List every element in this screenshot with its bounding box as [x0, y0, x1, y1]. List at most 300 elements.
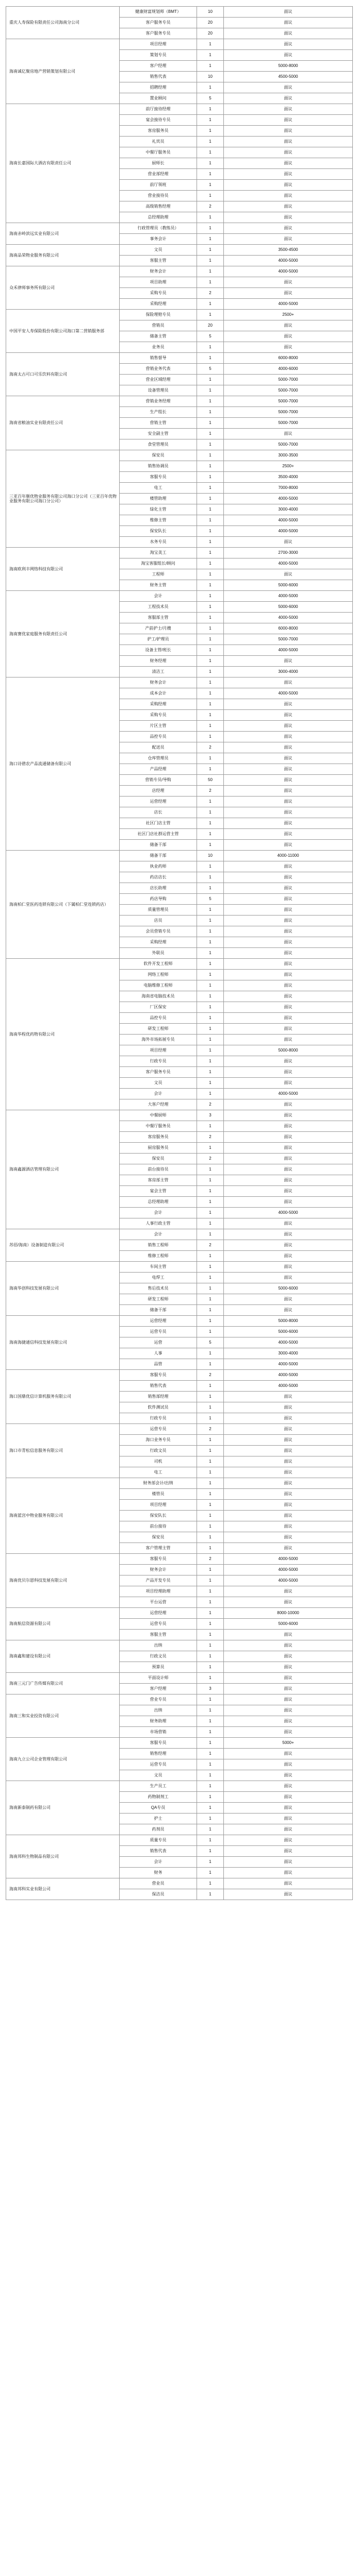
salary-cell: 面议 [224, 212, 353, 223]
company-cell: 海南长嘉国际大酒店有限责任公司 [6, 104, 120, 223]
headcount-cell: 1 [197, 353, 224, 364]
salary-cell: 面议 [224, 1662, 353, 1673]
salary-cell: 面议 [224, 1781, 353, 1792]
salary-cell: 面议 [224, 331, 353, 342]
salary-cell: 面议 [224, 1392, 353, 1402]
headcount-cell: 1 [197, 937, 224, 948]
position-cell: 运营专员 [120, 1327, 197, 1337]
salary-cell: 面议 [224, 1640, 353, 1651]
headcount-cell: 1 [197, 385, 224, 396]
headcount-cell: 1 [197, 1348, 224, 1359]
position-cell: 市场营销 [120, 1727, 197, 1738]
headcount-cell: 1 [197, 483, 224, 494]
salary-cell: 面议 [224, 201, 353, 212]
salary-cell: 面议 [224, 1835, 353, 1846]
position-cell: 运营 [120, 1337, 197, 1348]
position-cell: 总经理助理 [120, 1197, 197, 1208]
position-cell: 项目经理 [120, 1500, 197, 1511]
company-cell: 海南省粮油实业有限责任公司 [6, 396, 120, 450]
salary-cell: 面议 [224, 1792, 353, 1803]
headcount-cell: 1 [197, 1846, 224, 1857]
headcount-cell: 1 [197, 407, 224, 418]
table-row [6, 1640, 353, 1651]
position-cell: 客户经理 [120, 1684, 197, 1694]
position-cell: 营销业务代表 [120, 364, 197, 375]
position-cell: 店经理 [120, 786, 197, 796]
headcount-cell: 1 [197, 1662, 224, 1673]
position-cell: 配送员 [120, 742, 197, 753]
headcount-cell: 1 [197, 126, 224, 137]
company-cell: 海南航信资源有限公司 [6, 1608, 120, 1640]
position-cell: 保安员 [120, 1532, 197, 1543]
headcount-cell: 1 [197, 342, 224, 353]
salary-cell: 4000-5000 [224, 1359, 353, 1370]
headcount-cell: 1 [197, 613, 224, 623]
position-cell: 楼管助理 [120, 494, 197, 504]
headcount-cell: 5 [197, 364, 224, 375]
position-cell: 项目经理助理 [120, 1586, 197, 1597]
headcount-cell: 2 [197, 1554, 224, 1565]
position-cell: 财务会计 [120, 1565, 197, 1575]
position-cell: 客服专员 [120, 1554, 197, 1565]
headcount-cell: 1 [197, 1305, 224, 1316]
salary-cell: 面议 [224, 1197, 353, 1208]
salary-cell: 面议 [224, 1305, 353, 1316]
position-cell: 药店店长 [120, 872, 197, 883]
job-listing-body [6, 7, 353, 1900]
headcount-cell: 1 [197, 980, 224, 991]
position-cell: 储备干部 [120, 1305, 197, 1316]
company-cell: 海南优贝尔恩科技发展有限公司 [6, 1554, 120, 1608]
headcount-cell: 1 [197, 1229, 224, 1240]
salary-cell: 5000-7000 [224, 396, 353, 407]
headcount-cell: 1 [197, 753, 224, 764]
salary-cell: 面议 [224, 1716, 353, 1727]
salary-cell: 面议 [224, 93, 353, 104]
position-cell: 淘宝美工 [120, 548, 197, 558]
headcount-cell: 1 [197, 1327, 224, 1337]
position-cell: 采购经理 [120, 699, 197, 710]
position-cell: 质量管理员 [120, 905, 197, 916]
position-cell: 采购经理 [120, 937, 197, 948]
headcount-cell: 1 [197, 1359, 224, 1370]
position-cell: 客户服务专员 [120, 1067, 197, 1078]
headcount-cell: 1 [197, 191, 224, 201]
headcount-cell: 1 [197, 1749, 224, 1759]
table-row [6, 1694, 353, 1705]
salary-cell: 面议 [224, 829, 353, 840]
salary-cell: 面议 [224, 537, 353, 548]
salary-cell: 面议 [224, 158, 353, 169]
headcount-cell: 1 [197, 1121, 224, 1132]
company-cell: 重庆人寿保险有限责任公司海南分公司 [6, 7, 120, 39]
salary-cell: 3000-4000 [224, 1348, 353, 1359]
salary-cell: 面议 [224, 1035, 353, 1045]
position-cell: 营销专员/导购 [120, 775, 197, 786]
headcount-cell: 1 [197, 818, 224, 829]
salary-cell: 面议 [224, 1132, 353, 1143]
headcount-cell: 1 [197, 1716, 224, 1727]
position-cell: 项目助理 [120, 277, 197, 288]
position-cell: 中餐厅服务员 [120, 147, 197, 158]
position-cell: 片区主管 [120, 721, 197, 732]
company-cell: 海口市青松信息服务有限公司 [6, 1424, 120, 1478]
table-row [6, 39, 353, 50]
position-cell: 网络工程师 [120, 970, 197, 980]
position-cell: 设备主管/班长 [120, 645, 197, 656]
position-cell: 行政管理员（教练员） [120, 223, 197, 234]
headcount-cell: 1 [197, 1143, 224, 1154]
headcount-cell: 1 [197, 1435, 224, 1446]
salary-cell: 面议 [224, 937, 353, 948]
headcount-cell: 2 [197, 1154, 224, 1164]
position-cell: 销售部经理 [120, 1392, 197, 1402]
position-cell: 保安队长 [120, 526, 197, 537]
position-cell: 高级销售经理 [120, 201, 197, 212]
position-cell: 店长 [120, 807, 197, 818]
position-cell: 运营经理 [120, 796, 197, 807]
salary-cell: 面议 [224, 970, 353, 980]
position-cell: 电工 [120, 1467, 197, 1478]
position-cell: 销售督导 [120, 353, 197, 364]
position-cell: 营业接待员 [120, 191, 197, 201]
position-cell: 宴会接待专员 [120, 115, 197, 126]
company-cell: 海南品荣物业服务有限公司 [6, 245, 120, 266]
company-cell: 海南海捷通信科技发展有限公司 [6, 1316, 120, 1370]
salary-cell: 面议 [224, 1240, 353, 1251]
headcount-cell: 20 [197, 18, 224, 28]
position-cell: 平面设计师 [120, 1673, 197, 1684]
headcount-cell: 1 [197, 1868, 224, 1878]
headcount-cell: 1 [197, 1770, 224, 1781]
position-cell: 护士 [120, 1814, 197, 1824]
headcount-cell: 1 [197, 1586, 224, 1597]
headcount-cell: 5 [197, 93, 224, 104]
table-row [6, 1738, 353, 1749]
salary-cell: 4000-5000 [224, 1370, 353, 1381]
headcount-cell: 1 [197, 1673, 224, 1684]
salary-cell: 面议 [224, 1262, 353, 1273]
position-cell: 营业专员 [120, 1694, 197, 1705]
table-row [6, 266, 353, 277]
salary-cell: 面议 [224, 1651, 353, 1662]
headcount-cell: 50 [197, 775, 224, 786]
salary-cell: 4000-5000 [224, 299, 353, 310]
position-cell: 客服主管 [120, 256, 197, 266]
position-cell: 项目经理 [120, 39, 197, 50]
salary-cell: 面议 [224, 1446, 353, 1456]
headcount-cell: 1 [197, 439, 224, 450]
position-cell: 电工 [120, 483, 197, 494]
headcount-cell: 1 [197, 872, 224, 883]
headcount-cell: 1 [197, 1089, 224, 1099]
position-cell: 前台接待员 [120, 1164, 197, 1175]
headcount-cell: 1 [197, 256, 224, 266]
table-row [6, 223, 353, 234]
headcount-cell: 1 [197, 234, 224, 245]
table-row [6, 1316, 353, 1327]
position-cell: 客服专员 [120, 472, 197, 483]
headcount-cell: 1 [197, 1835, 224, 1846]
salary-cell: 面议 [224, 1175, 353, 1186]
salary-cell: 5000-7000 [224, 407, 353, 418]
salary-cell: 2700-3000 [224, 548, 353, 558]
position-cell: 维修主管 [120, 515, 197, 526]
headcount-cell: 20 [197, 320, 224, 331]
salary-cell: 5000-6000 [224, 1327, 353, 1337]
salary-cell: 面议 [224, 1532, 353, 1543]
position-cell: 外联员 [120, 948, 197, 959]
position-cell: 药物制剂工 [120, 1792, 197, 1803]
salary-cell: 面议 [224, 1814, 353, 1824]
headcount-cell: 1 [197, 1878, 224, 1889]
position-cell: 营销业务经理 [120, 396, 197, 407]
headcount-cell: 1 [197, 418, 224, 429]
headcount-cell: 1 [197, 1251, 224, 1262]
salary-cell: 5000-6000 [224, 1619, 353, 1630]
salary-cell: 面议 [224, 1099, 353, 1110]
salary-cell: 面议 [224, 1402, 353, 1413]
position-cell: 储备主管 [120, 331, 197, 342]
position-cell: 运营经理 [120, 1608, 197, 1619]
salary-cell: 面议 [224, 1413, 353, 1424]
salary-cell: 面议 [224, 18, 353, 28]
position-cell: 会员营销专员 [120, 926, 197, 937]
company-cell: 海南诚亿聚房地产营销策划有限公司 [6, 39, 120, 104]
company-cell: 海南鑫和建设有限公司 [6, 1640, 120, 1673]
headcount-cell: 1 [197, 1197, 224, 1208]
position-cell: 行政文员 [120, 1446, 197, 1456]
headcount-cell: 1 [197, 1392, 224, 1402]
headcount-cell: 1 [197, 515, 224, 526]
headcount-cell: 1 [197, 656, 224, 667]
salary-cell: 面议 [224, 1002, 353, 1013]
headcount-cell: 1 [197, 472, 224, 483]
position-cell: 运营专员 [120, 1424, 197, 1435]
salary-cell: 面议 [224, 1467, 353, 1478]
company-cell: 海南鑫源酒店管理有限公司 [6, 1110, 120, 1229]
salary-cell: 4000-5000 [224, 266, 353, 277]
salary-cell: 面议 [224, 991, 353, 1002]
position-cell: 产品经理 [120, 764, 197, 775]
salary-cell: 6000-8000 [224, 353, 353, 364]
headcount-cell: 1 [197, 829, 224, 840]
headcount-cell: 1 [197, 180, 224, 191]
headcount-cell: 1 [197, 1024, 224, 1035]
salary-cell: 面议 [224, 137, 353, 147]
headcount-cell: 1 [197, 667, 224, 677]
salary-cell: 面议 [224, 742, 353, 753]
headcount-cell: 1 [197, 1208, 224, 1218]
salary-cell: 面议 [224, 1521, 353, 1532]
salary-cell: 5000-7000 [224, 634, 353, 645]
salary-cell: 面议 [224, 569, 353, 580]
headcount-cell: 20 [197, 28, 224, 39]
headcount-cell: 1 [197, 1013, 224, 1024]
headcount-cell: 1 [197, 494, 224, 504]
headcount-cell: 1 [197, 1857, 224, 1868]
headcount-cell: 1 [197, 569, 224, 580]
position-cell: 水务专员 [120, 537, 197, 548]
position-cell: 采购专员 [120, 710, 197, 721]
job-listing-table [6, 6, 353, 1900]
position-cell: 客房服务员 [120, 126, 197, 137]
headcount-cell: 1 [197, 104, 224, 115]
position-cell: 财务会计 [120, 266, 197, 277]
headcount-cell: 1 [197, 991, 224, 1002]
table-row [6, 353, 353, 364]
salary-cell: 4000-5000 [224, 1337, 353, 1348]
salary-cell: 面议 [224, 28, 353, 39]
headcount-cell: 2 [197, 1424, 224, 1435]
position-cell: 厨房服务员 [120, 1143, 197, 1154]
salary-cell: 面议 [224, 277, 353, 288]
position-cell: 生产组长 [120, 407, 197, 418]
position-cell: 品控专员 [120, 1013, 197, 1024]
position-cell: 产品开发专员 [120, 1575, 197, 1586]
headcount-cell: 1 [197, 1078, 224, 1089]
headcount-cell: 5 [197, 331, 224, 342]
headcount-cell: 1 [197, 115, 224, 126]
salary-cell: 5000-8000 [224, 61, 353, 72]
table-row [6, 1781, 353, 1792]
salary-cell: 面议 [224, 7, 353, 18]
salary-cell: 面议 [224, 191, 353, 201]
salary-cell: 面议 [224, 656, 353, 667]
position-cell: 产前护士/月嫂 [120, 623, 197, 634]
headcount-cell: 1 [197, 537, 224, 548]
position-cell: 护工/护理员 [120, 634, 197, 645]
headcount-cell: 1 [197, 1413, 224, 1424]
headcount-cell: 1 [197, 1759, 224, 1770]
headcount-cell: 1 [197, 699, 224, 710]
salary-cell: 8000-10000 [224, 1608, 353, 1619]
salary-cell: 5000-6000 [224, 1283, 353, 1294]
table-row [6, 1478, 353, 1489]
headcount-cell: 1 [197, 212, 224, 223]
position-cell: 研发工程师 [120, 1294, 197, 1305]
headcount-cell: 1 [197, 450, 224, 461]
position-cell: 软件开发工程师 [120, 959, 197, 970]
headcount-cell: 1 [197, 1175, 224, 1186]
position-cell: 保险理赔专员 [120, 310, 197, 320]
headcount-cell: 1 [197, 147, 224, 158]
position-cell: 保洁员 [120, 1889, 197, 1900]
headcount-cell: 1 [197, 1294, 224, 1305]
table-row [6, 1424, 353, 1435]
position-cell: 食堂管理员 [120, 439, 197, 450]
position-cell: 运营经理 [120, 1316, 197, 1327]
salary-cell: 面议 [224, 50, 353, 61]
salary-cell: 面议 [224, 1705, 353, 1716]
headcount-cell: 1 [197, 223, 224, 234]
salary-cell: 3000-3500 [224, 450, 353, 461]
salary-cell: 面议 [224, 104, 353, 115]
position-cell: 营业员 [120, 1878, 197, 1889]
salary-cell: 5000-7000 [224, 375, 353, 385]
salary-cell: 面议 [224, 1878, 353, 1889]
position-cell: 成本会计 [120, 688, 197, 699]
headcount-cell: 1 [197, 429, 224, 439]
salary-cell: 5000-6000 [224, 602, 353, 613]
headcount-cell: 1 [197, 1694, 224, 1705]
table-row [6, 1673, 353, 1684]
position-cell: 客户服务专员 [120, 18, 197, 28]
table-row [6, 396, 353, 407]
salary-cell: 面议 [224, 1684, 353, 1694]
headcount-cell: 1 [197, 299, 224, 310]
salary-cell: 面议 [224, 1067, 353, 1078]
salary-cell: 面议 [224, 721, 353, 732]
position-cell: 仓库管理员 [120, 753, 197, 764]
position-cell: 招聘经理 [120, 82, 197, 93]
headcount-cell: 1 [197, 1467, 224, 1478]
salary-cell: 面议 [224, 732, 353, 742]
headcount-cell: 1 [197, 1456, 224, 1467]
headcount-cell: 1 [197, 1705, 224, 1716]
table-row [6, 104, 353, 115]
salary-cell: 面议 [224, 1456, 353, 1467]
salary-cell: 面议 [224, 1154, 353, 1164]
position-cell: 财务主管 [120, 580, 197, 591]
headcount-cell: 1 [197, 1532, 224, 1543]
salary-cell: 面议 [224, 916, 353, 926]
salary-cell: 面议 [224, 1251, 353, 1262]
position-cell: 保安员 [120, 450, 197, 461]
salary-cell: 面议 [224, 980, 353, 991]
headcount-cell: 1 [197, 1824, 224, 1835]
salary-cell: 7000-8000 [224, 483, 353, 494]
headcount-cell: 1 [197, 1273, 224, 1283]
salary-cell: 4000-5000 [224, 688, 353, 699]
salary-cell: 面议 [224, 147, 353, 158]
salary-cell: 面议 [224, 948, 353, 959]
position-cell: 保安队长 [120, 1511, 197, 1521]
headcount-cell: 1 [197, 82, 224, 93]
headcount-cell: 1 [197, 1446, 224, 1456]
headcount-cell: 1 [197, 764, 224, 775]
salary-cell: 面议 [224, 1868, 353, 1878]
salary-cell: 面议 [224, 1435, 353, 1446]
headcount-cell: 1 [197, 169, 224, 180]
salary-cell: 面议 [224, 39, 353, 50]
position-cell: 前厅领班 [120, 180, 197, 191]
salary-cell: 面议 [224, 1586, 353, 1597]
table-row [6, 1554, 353, 1565]
salary-cell: 面议 [224, 1749, 353, 1759]
position-cell: 储备干部 [120, 840, 197, 851]
position-cell: 宴会主管 [120, 1186, 197, 1197]
salary-cell: 面议 [224, 959, 353, 970]
headcount-cell: 2 [197, 1099, 224, 1110]
headcount-cell: 1 [197, 1575, 224, 1586]
position-cell: 中餐厨师 [120, 1110, 197, 1121]
position-cell: 行政专员 [120, 1056, 197, 1067]
headcount-cell: 1 [197, 137, 224, 147]
salary-cell: 4000-5000 [224, 591, 353, 602]
salary-cell: 面议 [224, 1597, 353, 1608]
headcount-cell: 1 [197, 1478, 224, 1489]
salary-cell: 面议 [224, 1056, 353, 1067]
position-cell: 会计 [120, 1208, 197, 1218]
position-cell: 客服主管 [120, 1630, 197, 1640]
position-cell: 研发工程师 [120, 1024, 197, 1035]
position-cell: 营销员 [120, 320, 197, 331]
headcount-cell: 1 [197, 1814, 224, 1824]
salary-cell: 面议 [224, 320, 353, 331]
headcount-cell: 1 [197, 1511, 224, 1521]
company-cell: 海口国鼎优信计算机服务有限公司 [6, 1370, 120, 1424]
